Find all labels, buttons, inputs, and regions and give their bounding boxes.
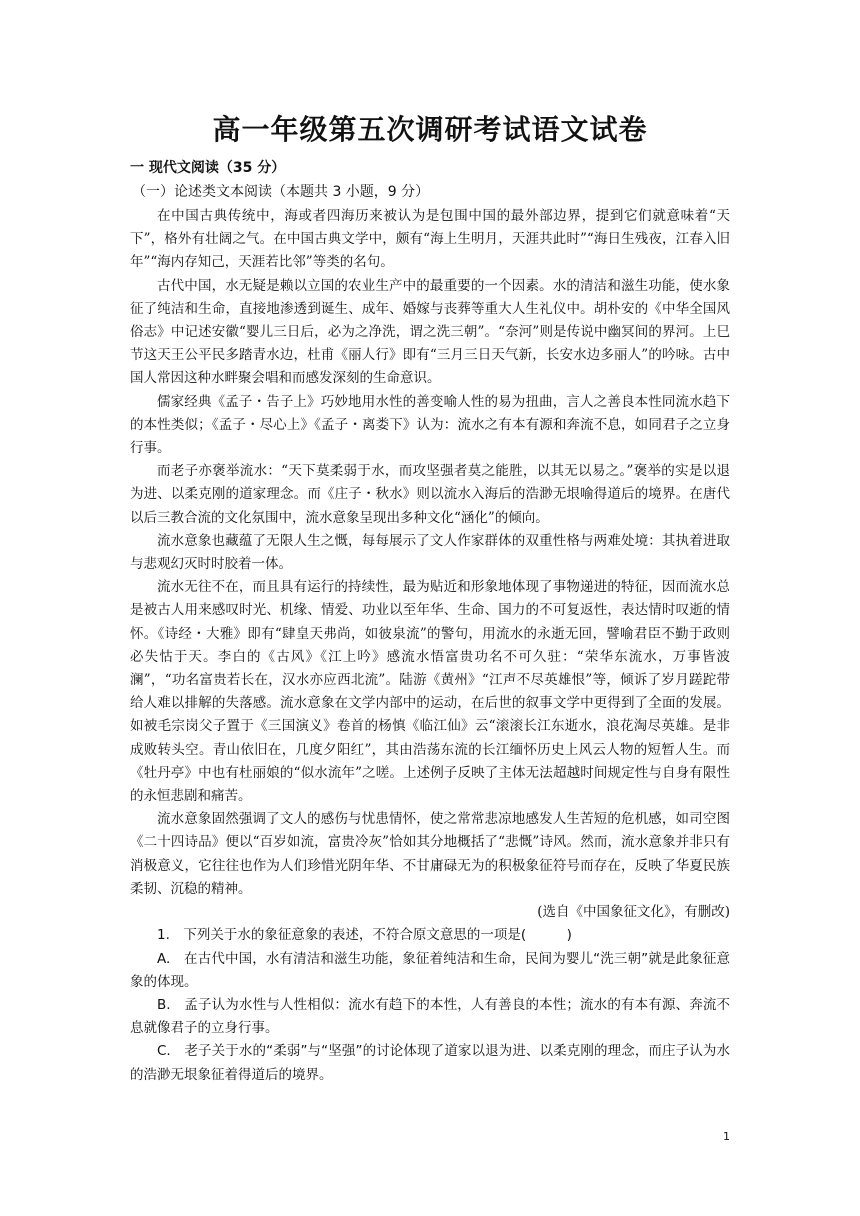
passage-body bbox=[130, 205, 730, 1087]
section-heading: 一 现代文阅读（35 分） bbox=[130, 160, 286, 176]
paragraph: 流水意象固然强调了文人的感伤与忧患情怀，使之常常悲凉地感发人生苦短的危机感，如司空图《二十四诗品》便以“百岁如流，富贵冷灰”恰如其分地概括了“悲慨”诗风。然而，流水意象并非只有消极意义，它往往也作为人们珍惜光阴年华、不甘庸碌无为的积极象征符号而存在，反映了华夏民族柔韧、沉稳的精神。 bbox=[130, 811, 730, 897]
paragraph: 而老子亦褒举流水：“天下莫柔弱于水，而攻坚强者莫之能胜，以其无以易之。”褒举的实是以退为进、以柔克刚的道家理念。而《庄子・秋水》则以流水入海后的浩渺无垠喻得道后的境界。在唐代以后三教合流的文化氛围中，流水意象呈现出多种文化“涵化”的倾向。 bbox=[130, 463, 730, 526]
paragraph: 儒家经典《孟子・告子上》巧妙地用水性的善变喻人性的易为扭曲，言人之善良本性同流水趋下的本性类似；《孟子・尽心上》《孟子・离娄下》认为：流水之有本有源和奔流不息，如同君子之立身行事。 bbox=[130, 393, 730, 457]
subsection-heading: （一）论述类文本阅读（本题共 3 小题，9 分） bbox=[132, 184, 430, 200]
page-number: 1 bbox=[723, 1130, 730, 1143]
paragraph: 流水意象也藏蕴了无限人生之慨，每每展示了文人作家群体的双重性格与两难处境：其执着进取与悲观幻灭时时胶着一体。 bbox=[130, 532, 730, 573]
paragraph: 古代中国，水无疑是赖以立国的农业生产中的最重要的一个因素。水的清洁和滋生功能，使水象征了纯洁和生命，直接地渗透到诞生、成年、婚嫁与丧葬等重大人生礼仪中。胡朴安的《中华全国风俗志》中记述安徽“婴儿三日后，必为之净洗，谓之洗三朝”。“奈河”则是传说中幽冥间的界河。上巳节这天王公平民多踏青水边，杜甫《丽人行》即有“三月三日天气新，长安水边多丽人”的吟咏。古中国人常因这种水畔聚会唱和而感发深刻的生命意识。 bbox=[130, 277, 730, 387]
option-a: A. 在古代中国，水有清洁和滋生功能，象征着纯洁和生命，民间为婴儿“洗三朝”就是此象征意象的体现。 bbox=[130, 950, 730, 990]
option-c: C. 老子关于水的“柔弱”与“坚强”的讨论体现了道家以退为进、以柔克刚的理念，而庄子认为水的浩渺无垠象征着得道后的境界。 bbox=[130, 1043, 730, 1083]
question-stem: 1. 下列关于水的象征意象的表述，不符合原文意思的一项是( ) bbox=[157, 927, 572, 944]
exam-title: 高一年级第五次调研考试语文试卷 bbox=[212, 113, 648, 146]
source-citation: (选自《中国象征文化》，有删改) bbox=[537, 904, 730, 921]
paragraph: 在中国古典传统中，海或者四海历来被认为是包围中国的最外部边界，提到它们就意味着“天下”，格外有壮阔之气。在中国古典文学中，颇有“海上生明月，天涯共此时”“海日生残夜，江春入旧年”“海内存知己，天涯若比邻”等类的名句。 bbox=[130, 208, 730, 271]
option-b: B. 孟子认为水性与人性相似：流水有趋下的本性，人有善良的本性；流水的有本有源、奔流不息就像君子的立身行事。 bbox=[130, 996, 730, 1037]
paragraph: 流水无往不在，而且具有运行的持续性，最为贴近和形象地体现了事物递进的特征，因而流水总是被古人用来感叹时光、机缘、情爱、功业以至年华、生命、国力的不可复返性，表达情时叹逝的情怀。《诗经・大雅》即有“肆皇天弗尚，如彼泉流”的警句，用流水的永逝无回，譬喻君臣不勤于政则必失怙于天。李白的《古风》《江上吟》感流水悟富贵功名不可久驻：“荣华东流水，万事皆波澜”，“功名富贵若长在，汉水亦应西北流”。陆游《黄州》“江声不尽英雄恨”等，倾诉了岁月蹉跎带给人难以排解的失落感。流水意象在文学内部中的运动，在后世的叙事文学中更得到了全面的发展。如被毛宗岗父子置于《三国演义》卷首的杨慎《临江仙》云“滚滚长江东逝水，浪花淘尽英雄。是非成败转头空。青山依旧在，几度夕阳红”，其由浩荡东流的长江缅怀历史上风云人物的短暂人生。而《牡丹亭》中也有杜丽娘的“似水流年”之嗟。上述例子反映了主体无法超越时间规定性与自身有限性的永恒悲剧和痛苦。 bbox=[130, 579, 730, 805]
